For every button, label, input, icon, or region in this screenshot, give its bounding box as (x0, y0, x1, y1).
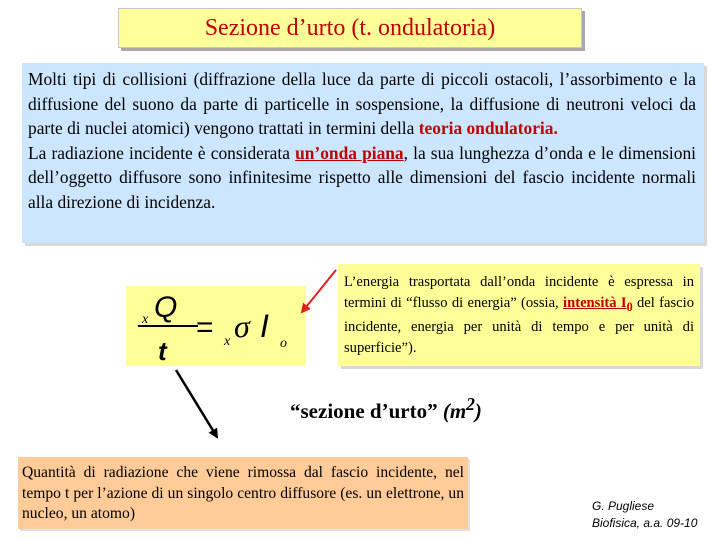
cross-section-label-text: “sezione d’urto” (290, 399, 443, 423)
formula-denominator-t: t (158, 336, 167, 366)
cross-section-unit-exponent: 2 (466, 394, 475, 414)
slide-title-text: Sezione d’urto (t. ondulatoria) (204, 14, 496, 41)
cross-section-unit-open: (m (442, 399, 467, 423)
black-arrow-to-description (176, 370, 217, 437)
formula-subscript-x-rhs: x (224, 334, 231, 349)
intro-paragraph-2-after: , la sua lunghezza d’onda e le dimensioni dell’oggetto diffusore sono infinitesime rispetto alle dimensioni del fascio incidente normali alla direzione di incidenza. (28, 142, 696, 212)
formula-numerator-q: Q (154, 291, 178, 324)
cross-section-unit-close: ) (474, 399, 482, 423)
formula-equals: = (196, 311, 214, 344)
intensity-highlight-text: intensità I (563, 294, 627, 311)
intro-paragraph-1-text: Molti tipi di collisioni (diffrazione della luce da parte di piccoli ostacoli, l’assorbimento e la diffusione del suono da parte di particelle in sospensione, la diffusione di neutroni veloci da parte di nuclei atomici) vengono trattati in termini della (28, 69, 696, 138)
wave-theory-highlight: teoria ondulatoria. (418, 118, 558, 138)
formula-subscript-x-numerator: x (142, 312, 149, 327)
red-arrow-to-intensity (302, 270, 336, 312)
cross-section-description: Quantità di radiazione che viene rimossa dal fascio incidente, nel tempo t per l’azione di un singolo centro diffusore (es. un elettrone, un nucleo, un atomo) (22, 464, 464, 522)
formula-sigma: σ (234, 308, 250, 344)
author-name: G. Pugliese (592, 499, 655, 513)
energy-flux-after: del fascio incidente, energia per unità di tempo e per unità di superficie”). (344, 294, 694, 356)
intro-paragraph-2-before: La radiazione incidente è considerata (28, 142, 296, 163)
formula-subscript-o: o (280, 336, 287, 351)
formula-intensity-i: I (260, 308, 269, 344)
energy-flux-before: L’energia trasportata dall’onda incidente è espressa in termini di “flusso di energia” (ossia, (344, 274, 694, 311)
course-name: Biofisica, a.a. 09-10 (592, 516, 698, 530)
plane-wave-highlight: un’onda piana (295, 142, 404, 163)
intensity-subscript: 0 (626, 299, 633, 314)
